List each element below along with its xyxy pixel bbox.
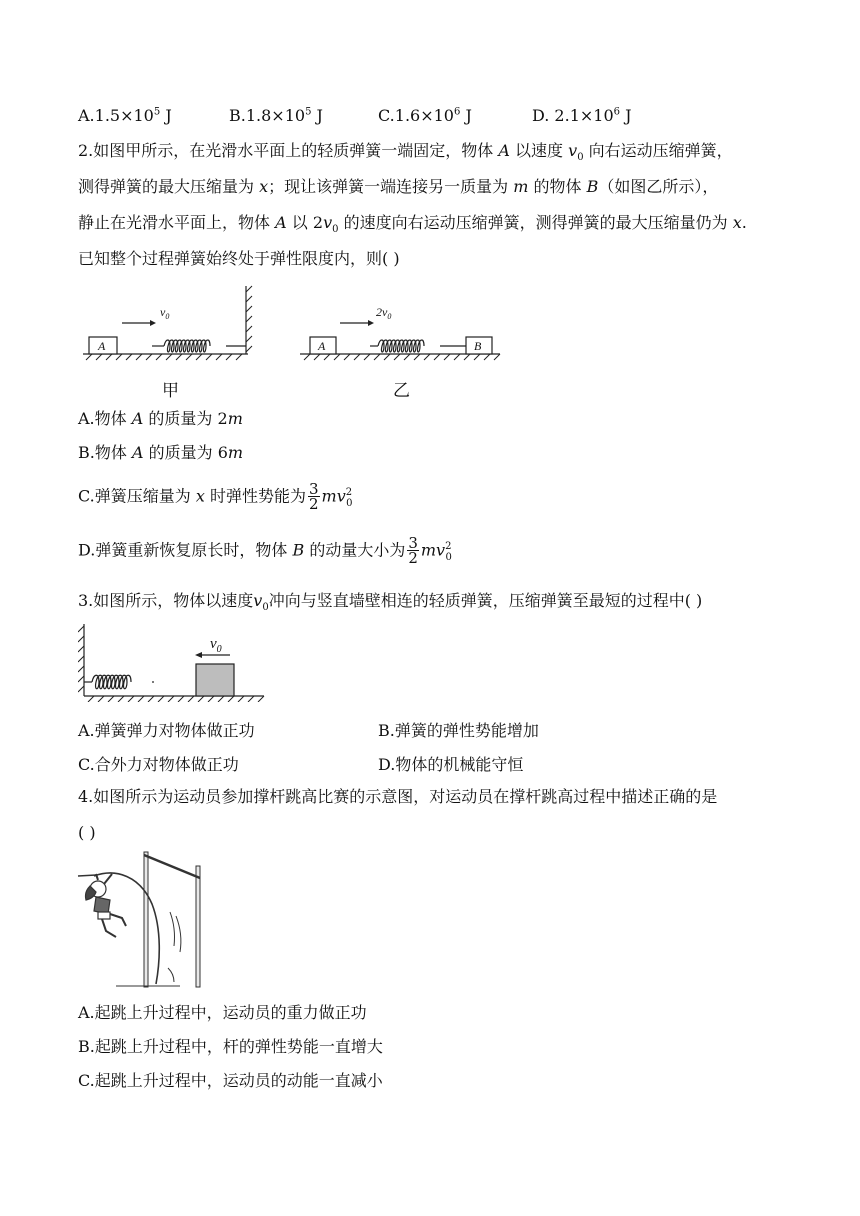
q2-stem-line4: 已知整个过程弹簧始终处于弹性限度内，则( ) (78, 249, 400, 268)
q3-option-a: A.弹簧弹力对物体做正功 (78, 721, 255, 740)
q4-option-c: C.起跳上升过程中，运动员的动能一直减小 (78, 1071, 383, 1090)
q2-stem-line1: 2.如图甲所示，在光滑水平面上的轻质弹簧一端固定，物体 A 以速度 $v_0$ 向右运动压缩弹簧， (78, 141, 733, 164)
q3-figure (78, 622, 268, 702)
q4-stem-line1: 4.如图所示为运动员参加撑杆跳高比赛的示意图，对运动员在撑杆跳高过程中描述正确的是 (78, 787, 718, 806)
q4-pole-vault-figure (76, 842, 216, 992)
q2-stem-line2: 测得弹簧的最大压缩量为 x；现让该弹簧一端连接另一质量为 m 的物体 B（如图乙所示）， (78, 177, 719, 196)
q3-option-c: C.合外力对物体做正功 (78, 755, 239, 774)
q1-option-a: $A.1.5\times 10^5$ J (78, 106, 172, 125)
svg-text:A: A (318, 339, 326, 353)
svg-text:A: A (98, 339, 106, 353)
q2-figure-jia (80, 280, 270, 365)
q1-option-c: $C.1.6\times 10^6$ J (378, 106, 472, 125)
svg-text:v0: $v_0$ (210, 636, 222, 655)
fraction-three-halves: $\frac{3}{2}$ (309, 480, 319, 514)
q1-option-d: D. $2.1\times 10^6$ J (532, 106, 632, 125)
q2-figure-jia-label: 甲 (162, 381, 179, 401)
q2-figure-yi (300, 280, 510, 365)
fraction-three-halves: $\frac{3}{2}$ (408, 534, 418, 568)
q3-stem: 3.如图所示，物体以速度$v_0$冲向与竖直墙壁相连的轻质弹簧，压缩弹簧至最短的过程中( ) (78, 591, 703, 614)
q2-option-b: B.物体 A 的质量为 6m (78, 443, 244, 462)
svg-text:B: B (474, 339, 482, 353)
q4-stem-line2: ( ) (78, 823, 96, 842)
q3-option-b: B.弹簧的弹性势能增加 (378, 721, 539, 740)
q4-option-a: A.起跳上升过程中，运动员的重力做正功 (78, 1003, 367, 1022)
q1-option-b: $B.1.8\times 10^5$ J (229, 106, 323, 125)
q2-option-a: A.物体 A 的质量为 2m (78, 409, 243, 428)
q3-option-d: D.物体的机械能守恒 (378, 755, 524, 774)
athlete-figure (86, 874, 127, 937)
svg-text:v0: $v_0$ (160, 305, 170, 321)
q2-stem-line3: 静止在光滑水平面上，物体 A 以 $2v_0$ 的速度向右运动压缩弹簧，测得弹簧的最大压缩量仍为 x. (78, 213, 747, 236)
q4-option-b: B.起跳上升过程中，杆的弹性势能一直增大 (78, 1037, 383, 1056)
q2-figure-yi-label: 乙 (393, 381, 410, 401)
q2-option-c: C.弹簧压缩量为 x 时弹性势能为 $\frac{3}{2}$ $mv^2_0$ (78, 480, 353, 514)
q2-option-d: D.弹簧重新恢复原长时，物体 B 的动量大小为 $\frac{3}{2}$ $mv^2_0$ (78, 534, 452, 568)
svg-text:2v0: $2v_0$ (376, 305, 392, 321)
